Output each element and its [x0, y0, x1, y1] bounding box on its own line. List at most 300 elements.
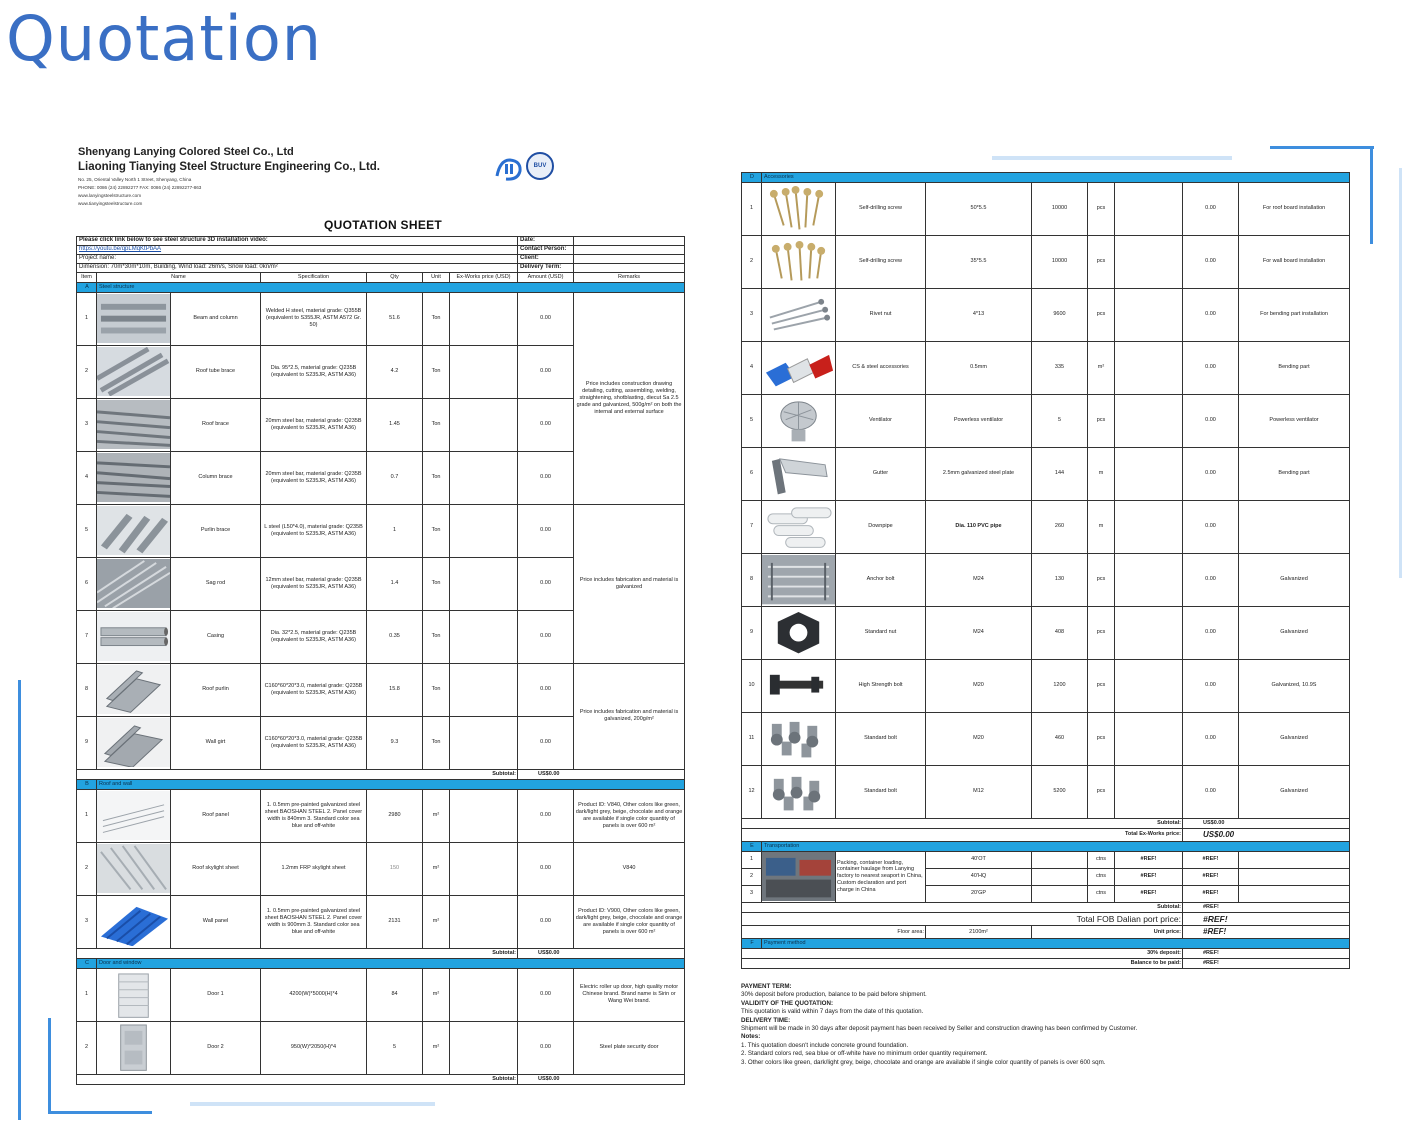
table-cell: 7 — [742, 500, 762, 553]
total-exworks-label: Total Ex-Works price: — [742, 828, 1183, 841]
table-cell: #REF! — [1183, 868, 1239, 885]
subtotal-label: Subtotal: — [77, 769, 518, 779]
table-row — [742, 341, 1350, 394]
table-cell: 40'OT — [926, 851, 1032, 868]
subtotal-value: US$0.00 — [1183, 818, 1350, 828]
deco-line — [1370, 146, 1373, 244]
table-cell: Ton — [423, 345, 450, 398]
product-image — [762, 235, 836, 288]
unit-price-value: #REF! — [1183, 926, 1350, 939]
table-cell: ctns — [1088, 868, 1115, 885]
table-cell: L steel (L50*4.0), material grade: Q235B (equivalent to S235JR, ASTM A36) — [261, 504, 367, 557]
product-image — [97, 895, 171, 948]
table-cell: 3 — [742, 288, 762, 341]
terms-notes — [741, 983, 1361, 1067]
table-cell: m² — [423, 842, 450, 895]
table-cell — [450, 451, 518, 504]
table-cell: Roof brace — [171, 398, 261, 451]
table-cell — [1239, 851, 1350, 868]
table-cell: pcs — [1088, 606, 1115, 659]
dimension-info: Dimension: 70m*30m*10m, Building, Wind load: 26m/s, Snow load: 0kn/m² — [77, 264, 518, 273]
product-image — [762, 447, 836, 500]
table-cell: Ventilator — [836, 394, 926, 447]
table-cell — [1115, 394, 1183, 447]
table-cell: 1 — [77, 292, 97, 345]
table-cell: m² — [423, 1021, 450, 1074]
table-cell — [450, 398, 518, 451]
table-cell: pcs — [1088, 182, 1115, 235]
table-cell: 335 — [1032, 341, 1088, 394]
table-cell: C160*60*20*3.0, material grade: Q235B (equivalent to S235JR, ASTM A36) — [261, 716, 367, 769]
table-cell — [1032, 868, 1088, 885]
table-cell: M24 — [926, 553, 1032, 606]
table-cell: pcs — [1088, 553, 1115, 606]
balance-value: #REF! — [1183, 959, 1350, 969]
table-cell — [450, 610, 518, 663]
table-cell: 0.00 — [1183, 235, 1239, 288]
table-row — [742, 553, 1350, 606]
product-image — [762, 341, 836, 394]
table-cell — [1239, 868, 1350, 885]
fob-value: #REF! — [1183, 912, 1350, 926]
section-title: Steel structure — [97, 282, 685, 292]
table-row — [77, 292, 685, 345]
table-row — [742, 182, 1350, 235]
product-image — [762, 659, 836, 712]
table-cell: 0.00 — [518, 789, 574, 842]
table-cell: 84 — [367, 968, 423, 1021]
section-title: Roof and wall — [97, 779, 685, 789]
table-cell: Ton — [423, 504, 450, 557]
table-cell: 0.00 — [518, 504, 574, 557]
col-amount: Amount (USD) — [518, 273, 574, 283]
balance-label: Balance to be paid: — [742, 959, 1183, 969]
table-cell: 10000 — [1032, 235, 1088, 288]
table-cell: #REF! — [1183, 851, 1239, 868]
product-image — [97, 610, 171, 663]
table-cell: 2.5mm galvanized steel plate — [926, 447, 1032, 500]
section-code: A — [77, 282, 97, 292]
table-cell — [450, 1021, 518, 1074]
table-cell: Powerless ventilator — [926, 394, 1032, 447]
table-cell: 4 — [742, 341, 762, 394]
table-cell: 0.7 — [367, 451, 423, 504]
table-row — [742, 659, 1350, 712]
product-image — [97, 345, 171, 398]
table-cell — [450, 504, 518, 557]
section-code: F — [742, 939, 762, 949]
table-cell: Self-drilling screw — [836, 182, 926, 235]
subtotal-label: Subtotal: — [742, 818, 1183, 828]
company-name-1: Shenyang Lanying Colored Steel Co., Ltd — [78, 146, 294, 158]
table-cell: 20mm steel bar, material grade: Q235B (equivalent to S235JR, ASTM A36) — [261, 398, 367, 451]
table-row — [77, 968, 685, 1021]
col-spec: Specification — [261, 273, 367, 283]
table-cell: 40'HQ — [926, 868, 1032, 885]
company-header — [78, 146, 498, 208]
table-cell: 3 — [742, 885, 762, 902]
table-cell: m — [1088, 500, 1115, 553]
product-image — [762, 394, 836, 447]
sheet-title: QUOTATION SHEET — [324, 218, 443, 232]
product-image — [97, 663, 171, 716]
table-cell: 11 — [742, 712, 762, 765]
table-cell: 10 — [742, 659, 762, 712]
table-cell — [450, 716, 518, 769]
product-image — [762, 712, 836, 765]
table-cell: Powerless ventilator — [1239, 394, 1350, 447]
table-cell: pcs — [1088, 659, 1115, 712]
table-cell: Product ID: V900, Other colors like green, dark/light grey, beige, chocolate and orange are available if single color quantity of panels is over 600 m² — [574, 895, 685, 948]
table-row — [742, 288, 1350, 341]
client-value[interactable] — [574, 255, 685, 264]
section-title: Transportation — [762, 841, 1350, 851]
subtotal-value: US$0.00 — [518, 1074, 685, 1084]
table-cell — [1115, 235, 1183, 288]
table-cell: 3 — [77, 895, 97, 948]
fob-label: Total FOB Dalian port price: — [742, 912, 1183, 926]
table-cell — [450, 345, 518, 398]
table-cell: 1. 0.5mm pre-painted galvanized steel sheet BAOSHAN STEEL 2. Panel cover width is 840mm 3. Standard color sea blue and off-white — [261, 789, 367, 842]
table-cell: 0.00 — [518, 968, 574, 1021]
product-image — [97, 968, 171, 1021]
deco-line — [992, 156, 1232, 160]
table-cell: 6 — [77, 557, 97, 610]
table-cell: Welded H steel, material grade: Q355B (equivalent to S355JR, ASTM A572 Gr. 50) — [261, 292, 367, 345]
table-cell: Door 2 — [171, 1021, 261, 1074]
table-cell — [1115, 553, 1183, 606]
table-row — [77, 789, 685, 842]
validity-text: This quotation is valid within 7 days from the date of this quotation. — [741, 1008, 924, 1016]
table-cell: Roof panel — [171, 789, 261, 842]
table-cell: V840 — [574, 842, 685, 895]
table-cell: 20'GP — [926, 885, 1032, 902]
table-cell: 144 — [1032, 447, 1088, 500]
table-cell: 0.00 — [1183, 341, 1239, 394]
section-code: C — [77, 958, 97, 968]
product-image — [762, 606, 836, 659]
table-cell: 20mm steel bar, material grade: Q235B (equivalent to S235JR, ASTM A36) — [261, 451, 367, 504]
table-cell: Ton — [423, 663, 450, 716]
table-cell: 1.45 — [367, 398, 423, 451]
table-cell: 2131 — [367, 895, 423, 948]
table-cell: 6 — [742, 447, 762, 500]
table-cell: m² — [423, 895, 450, 948]
table-cell: 50*5.5 — [926, 182, 1032, 235]
table-cell: 35*5.5 — [926, 235, 1032, 288]
table-cell: 1200 — [1032, 659, 1088, 712]
table-cell: pcs — [1088, 235, 1115, 288]
table-cell: 1. 0.5mm pre-painted galvanized steel sheet BAOSHAN STEEL 2. Panel cover width is 900mm 3. Standard color sea blue and off-white — [261, 895, 367, 948]
company-address: No. 25, Oriental Valley North 1 Street, Shenyang, China — [78, 177, 192, 182]
table-cell: ctns — [1088, 851, 1115, 868]
table-row — [742, 394, 1350, 447]
table-cell: Roof skylight sheet — [171, 842, 261, 895]
table-cell — [1115, 182, 1183, 235]
table-cell: 51.6 — [367, 292, 423, 345]
product-image — [762, 500, 836, 553]
table-cell: Beam and column — [171, 292, 261, 345]
remark-cell: Price includes fabrication and material is galvanized — [574, 504, 685, 663]
product-image — [97, 1021, 171, 1074]
note-2: 2. Standard colors red, sea blue or off-white have no minimum order quantity requirement. — [741, 1050, 988, 1058]
table-cell: 15.8 — [367, 663, 423, 716]
delivery-label: Delivery Term: — [518, 264, 574, 273]
unit-price-label: Unit price: — [1032, 926, 1183, 939]
deposit-label: 30% deposit: — [742, 949, 1183, 959]
table-cell: Anchor bolt — [836, 553, 926, 606]
table-cell — [1115, 712, 1183, 765]
table-cell: m — [1088, 447, 1115, 500]
section-code: D — [742, 173, 762, 183]
table-cell: Galvanized — [1239, 553, 1350, 606]
table-row — [77, 504, 685, 557]
table-row — [77, 895, 685, 948]
table-cell: Roof purlin — [171, 663, 261, 716]
table-cell: 0.00 — [1183, 765, 1239, 818]
table-cell: pcs — [1088, 394, 1115, 447]
subtotal-label: Subtotal: — [742, 902, 1183, 912]
table-cell: 1.4 — [367, 557, 423, 610]
table-row — [742, 606, 1350, 659]
table-cell — [1239, 885, 1350, 902]
table-cell: 1 — [77, 789, 97, 842]
table-cell — [1115, 765, 1183, 818]
section-title: Accessories — [762, 173, 1350, 183]
video-note: Please click link below to see steel structure 3D installation video: — [77, 237, 518, 246]
product-image — [97, 451, 171, 504]
note-3: 3. Other colors like green, dark/light grey, beige, chocolate and orange are available if single color quantity of panels is over 600 sqm. — [741, 1058, 1106, 1066]
floor-area-label: Floor area: — [742, 926, 926, 939]
table-cell: 2 — [77, 842, 97, 895]
table-cell: For bending part installation — [1239, 288, 1350, 341]
validity-heading: VALIDITY OF THE QUOTATION: — [741, 999, 834, 1007]
table-cell: 2 — [742, 235, 762, 288]
table-cell: 0.00 — [1183, 182, 1239, 235]
deco-line — [18, 680, 21, 1120]
table-cell: 950(W)*2050(H)*4 — [261, 1021, 367, 1074]
product-image — [97, 842, 171, 895]
table-cell — [1115, 447, 1183, 500]
table-cell: Electric roller up door, high quality motor Chinese brand. Brand name is Sirin or Wang Wei brand. — [574, 968, 685, 1021]
project-name-label: Project name: — [77, 255, 518, 264]
table-cell: Ton — [423, 557, 450, 610]
table-cell: M24 — [926, 606, 1032, 659]
table-cell: M20 — [926, 712, 1032, 765]
table-cell: Rivet nut — [836, 288, 926, 341]
table-cell: Downpipe — [836, 500, 926, 553]
table-cell — [1032, 885, 1088, 902]
product-image — [762, 851, 836, 902]
table-cell: Product ID: V840, Other colors like green, dark/light grey, beige, chocolate and orange are available if single color quantity of panels is over 600 m² — [574, 789, 685, 842]
table-cell: 460 — [1032, 712, 1088, 765]
table-cell: 0.00 — [518, 451, 574, 504]
table-cell: Casing — [171, 610, 261, 663]
table-cell — [450, 895, 518, 948]
table-cell: 0.00 — [1183, 288, 1239, 341]
table-cell: 0.00 — [1183, 447, 1239, 500]
table-cell: 0.00 — [1183, 394, 1239, 447]
table-cell: Purlin brace — [171, 504, 261, 557]
table-cell: 1 — [742, 182, 762, 235]
company-name-2: Liaoning Tianying Steel Structure Engineering Co., Ltd. — [78, 161, 381, 173]
table-cell: 0.00 — [518, 557, 574, 610]
table-cell: pcs — [1088, 712, 1115, 765]
table-cell: 2 — [742, 868, 762, 885]
table-cell: 1.2mm FRP skylight sheet — [261, 842, 367, 895]
table-cell: m² — [423, 968, 450, 1021]
section-code: E — [742, 841, 762, 851]
table-cell: 8 — [77, 663, 97, 716]
section-title: Payment method — [762, 939, 1350, 949]
table-cell: 0.00 — [1183, 500, 1239, 553]
table-row — [742, 712, 1350, 765]
col-remarks: Remarks — [574, 273, 685, 283]
table-cell: 5 — [1032, 394, 1088, 447]
deco-line — [48, 1018, 51, 1114]
delivery-text: Shipment will be made in 30 days after deposit payment has been received by Seller and construction drawing has been confirmed by Customer. — [741, 1025, 1138, 1033]
product-image — [97, 557, 171, 610]
table-cell: M20 — [926, 659, 1032, 712]
table-cell: 0.00 — [1183, 553, 1239, 606]
company-phone: PHONE: 0086 (24) 22892277 FAX: 0086 (24) 22892277-863 — [78, 185, 202, 190]
section-code: B — [77, 779, 97, 789]
table-cell: 5 — [742, 394, 762, 447]
payment-term-text: 30% deposit before production, balance to be paid before shipment. — [741, 991, 927, 999]
certification-badge-icon: BUV — [526, 152, 554, 180]
contact-label: Contact Person: — [518, 246, 574, 255]
table-cell: High Strength bolt — [836, 659, 926, 712]
table-cell: 1 — [77, 968, 97, 1021]
table-cell: Standard nut — [836, 606, 926, 659]
table-cell — [1115, 500, 1183, 553]
date-value[interactable] — [574, 237, 685, 246]
table-cell: 130 — [1032, 553, 1088, 606]
client-label: Client: — [518, 255, 574, 264]
table-cell: 5 — [367, 1021, 423, 1074]
table-cell: Galvanized — [1239, 712, 1350, 765]
product-image — [97, 789, 171, 842]
table-cell — [1115, 659, 1183, 712]
deco-line — [1270, 146, 1374, 149]
table-cell: 0.00 — [518, 1021, 574, 1074]
delivery-value[interactable] — [574, 264, 685, 273]
table-cell: Bending part — [1239, 447, 1350, 500]
table-cell: Self-drilling screw — [836, 235, 926, 288]
remark-cell: Price includes fabrication and material is galvanized, 200g/m² — [574, 663, 685, 769]
product-image — [762, 553, 836, 606]
payment-term-heading: PAYMENT TERM: — [741, 983, 792, 990]
table-cell: 12mm steel bar, material grade: Q235B (equivalent to S235JR, ASTM A36) — [261, 557, 367, 610]
table-cell: Ton — [423, 292, 450, 345]
table-cell: Column brace — [171, 451, 261, 504]
table-cell: 0.00 — [518, 398, 574, 451]
table-cell: Galvanized — [1239, 765, 1350, 818]
col-unit: Unit — [423, 273, 450, 283]
col-qty: Qty — [367, 273, 423, 283]
table-cell: 4200(W)*5000(H)*4 — [261, 968, 367, 1021]
product-image — [762, 765, 836, 818]
contact-value[interactable] — [574, 246, 685, 255]
table-cell: #REF! — [1115, 885, 1183, 902]
table-cell: 0.00 — [1183, 659, 1239, 712]
table-cell: Gutter — [836, 447, 926, 500]
table-cell: 260 — [1032, 500, 1088, 553]
product-image — [97, 504, 171, 557]
table-cell: Steel plate security door — [574, 1021, 685, 1074]
page-heading: Quotation — [6, 2, 323, 75]
table-row — [742, 765, 1350, 818]
product-image — [762, 182, 836, 235]
table-cell: m² — [1088, 341, 1115, 394]
table-cell: 10000 — [1032, 182, 1088, 235]
table-row — [742, 235, 1350, 288]
table-cell: Wall panel — [171, 895, 261, 948]
table-cell — [450, 789, 518, 842]
table-cell: Roof tube brace — [171, 345, 261, 398]
product-image — [762, 288, 836, 341]
transport-description: Packing, container loading, container haulage from Lanying factory to nearest seaport in China, Custom declaration and port charge in China — [836, 851, 926, 902]
table-cell: 9.3 — [367, 716, 423, 769]
table-cell: For wall board installation — [1239, 235, 1350, 288]
table-cell: 0.00 — [518, 610, 574, 663]
table-cell: 9 — [742, 606, 762, 659]
video-link[interactable]: https://youtu.be/qpLMqKtPbAA — [77, 246, 518, 255]
table-cell: CS & steel accessories — [836, 341, 926, 394]
table-cell: 0.00 — [1183, 606, 1239, 659]
table-cell: 1 — [367, 504, 423, 557]
table-cell — [1239, 500, 1350, 553]
table-cell: 2 — [77, 1021, 97, 1074]
table-cell: pcs — [1088, 288, 1115, 341]
table-row — [77, 1021, 685, 1074]
table-row — [742, 500, 1350, 553]
table-cell — [450, 842, 518, 895]
deposit-value: #REF! — [1183, 949, 1350, 959]
table-row — [77, 842, 685, 895]
col-item: Item — [77, 273, 97, 283]
subtotal-label: Subtotal: — [77, 948, 518, 958]
deco-line — [48, 1111, 152, 1114]
table-cell: 8 — [742, 553, 762, 606]
table-cell: Ton — [423, 398, 450, 451]
note-1: 1. This quotation doesn't include concrete ground foundation. — [741, 1041, 909, 1049]
subtotal-value: US$0.00 — [518, 769, 685, 779]
table-cell: 12 — [742, 765, 762, 818]
table-cell: 2980 — [367, 789, 423, 842]
table-cell: 2 — [77, 345, 97, 398]
section-title: Door and window — [97, 958, 685, 968]
table-cell: m² — [423, 789, 450, 842]
table-cell: Standard bolt — [836, 765, 926, 818]
table-cell: 0.35 — [367, 610, 423, 663]
table-cell — [1115, 341, 1183, 394]
table-cell: 0.00 — [518, 663, 574, 716]
deco-line — [190, 1102, 435, 1106]
table-cell: Galvanized — [1239, 606, 1350, 659]
floor-area-value: 2100m² — [926, 926, 1032, 939]
table-cell: Ton — [423, 610, 450, 663]
table-cell: Bending part — [1239, 341, 1350, 394]
table-cell: Ton — [423, 716, 450, 769]
product-image — [97, 292, 171, 345]
product-image — [97, 398, 171, 451]
table-cell — [450, 292, 518, 345]
product-image — [97, 716, 171, 769]
table-cell — [450, 557, 518, 610]
table-cell: 3 — [77, 398, 97, 451]
table-cell: 408 — [1032, 606, 1088, 659]
